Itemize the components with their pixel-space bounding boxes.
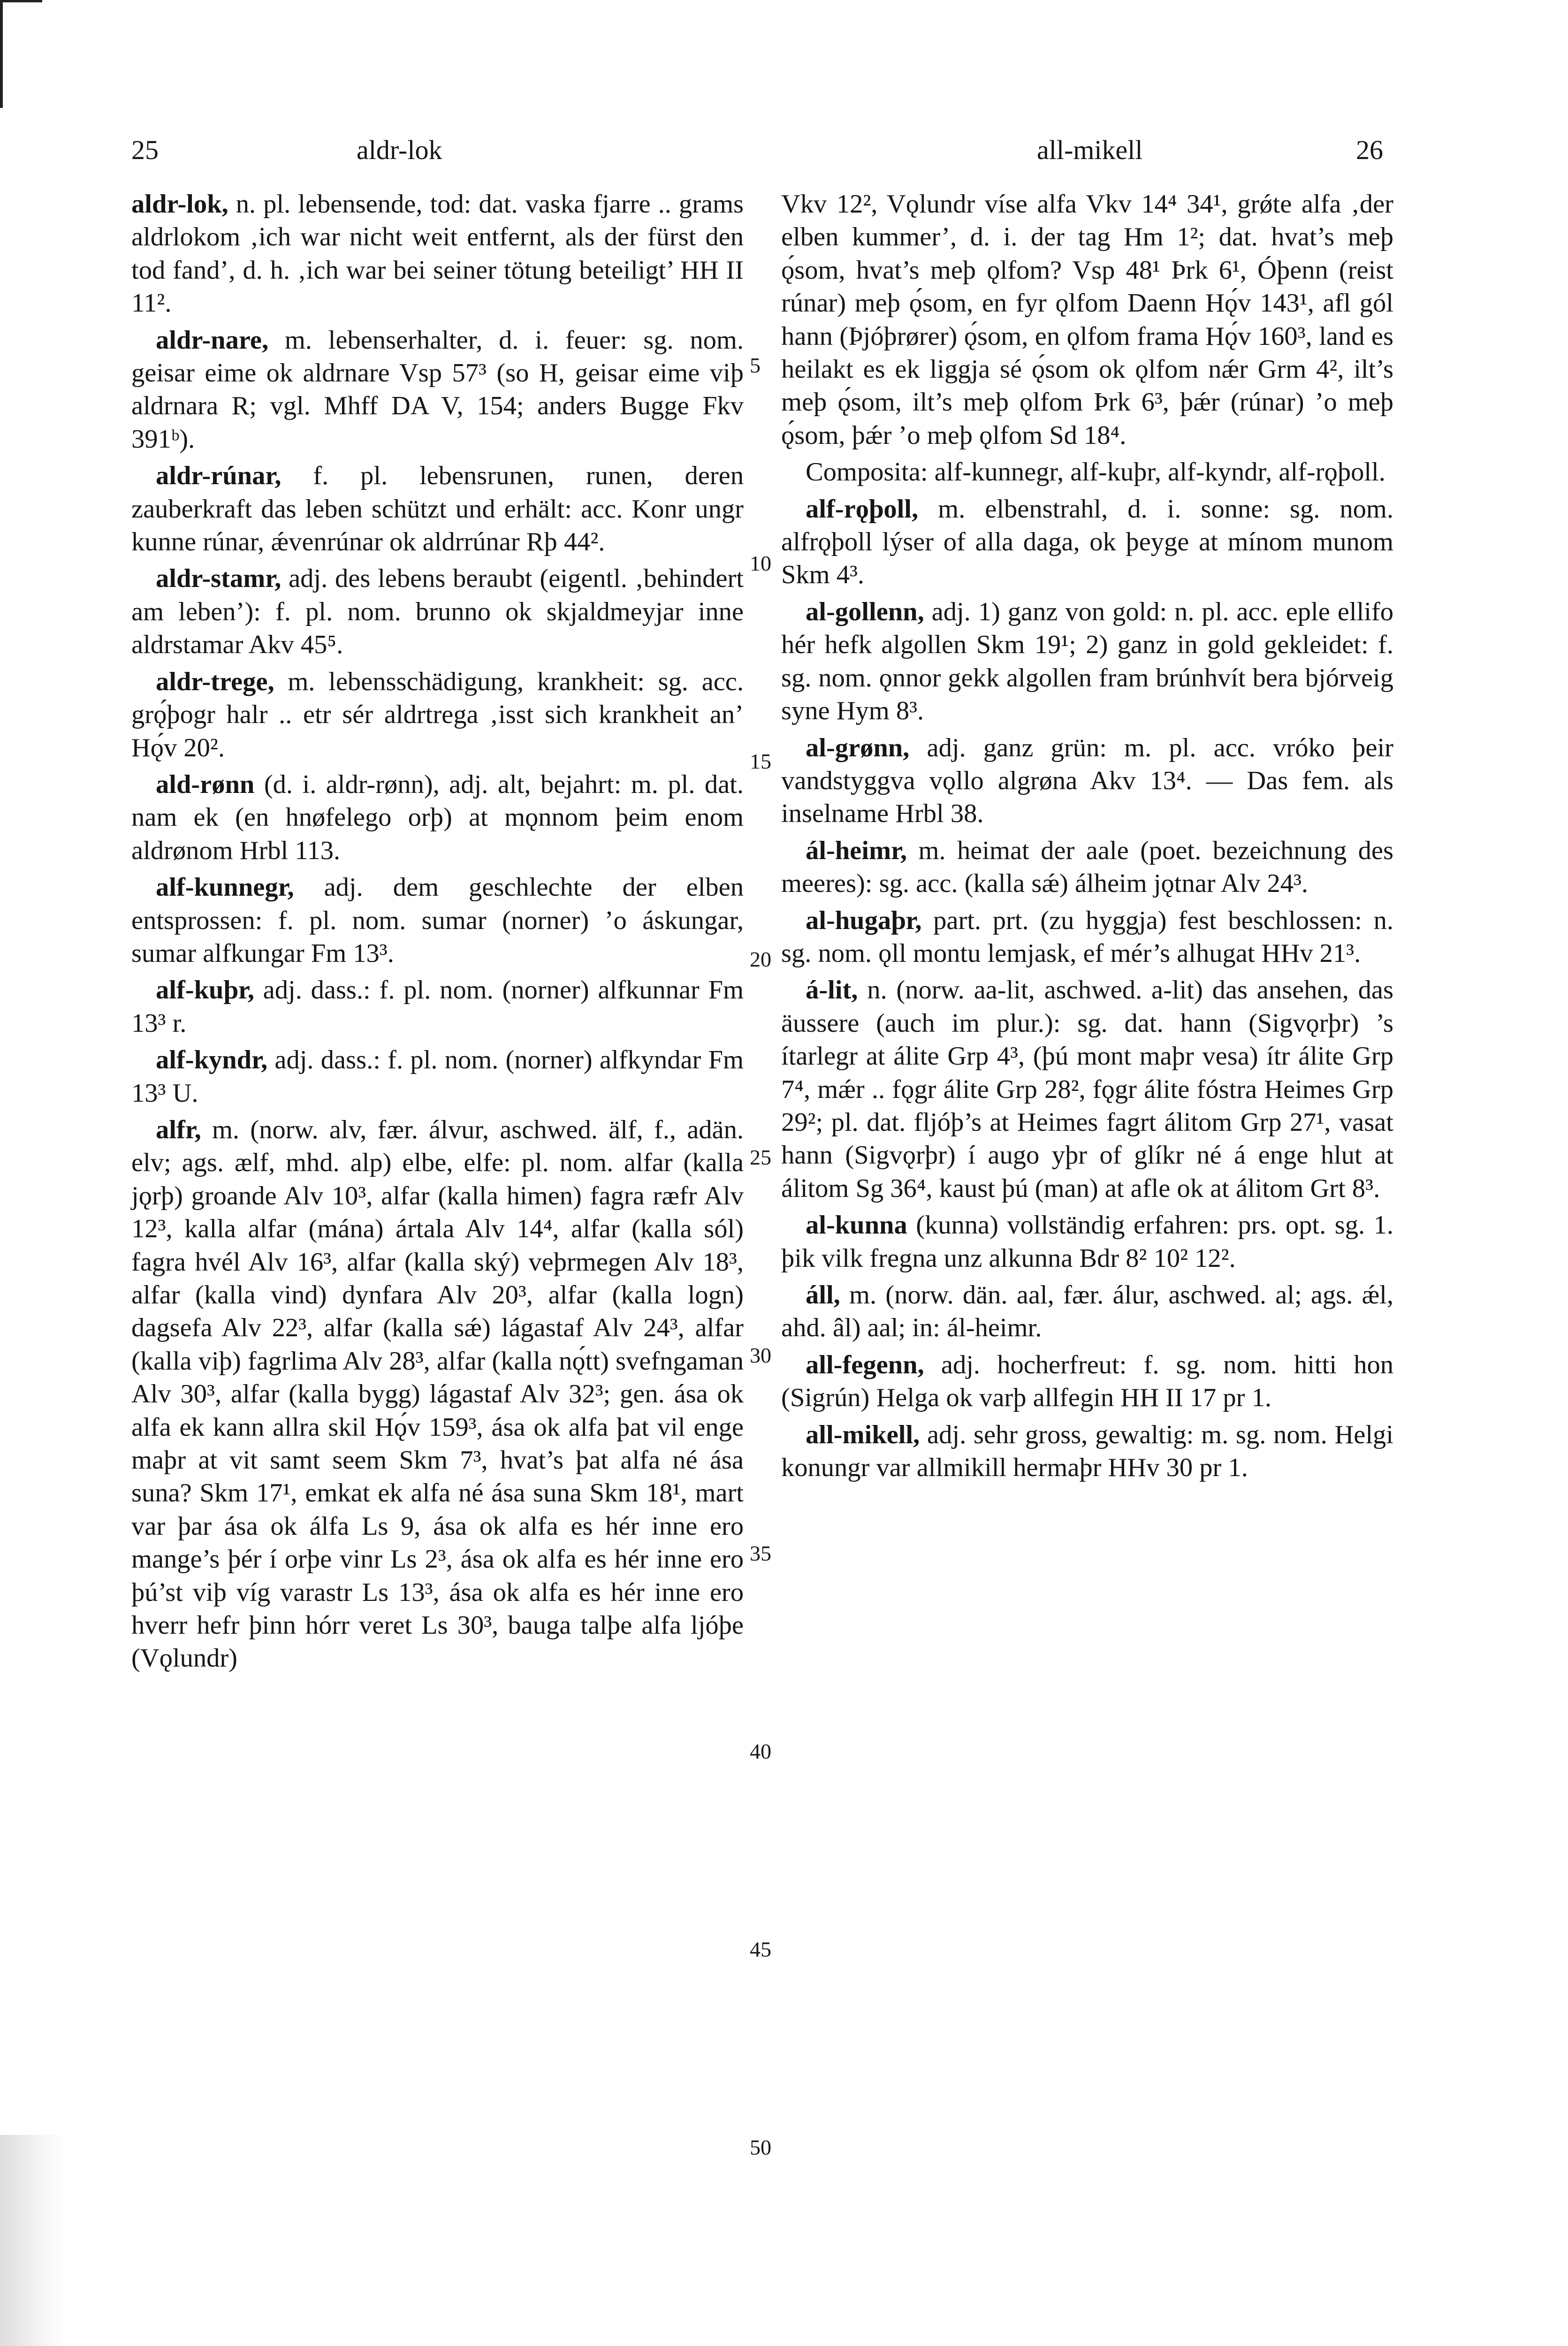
lemma: á-lit, <box>806 975 858 1005</box>
dictionary-entry <box>131 871 744 970</box>
entry-body: adj. sehr gross, gewaltig: m. sg. nom. Helgi konungr var allmikill hermaþr HHv 30 pr 1. <box>781 1420 1394 1483</box>
entry-body: (kunna) vollständig erfahren: prs. opt. sg. 1. þik vilk fregna unz alkunna Bdr 8² 10² 12². <box>781 1211 1393 1273</box>
entry-body: m. (norw. alv, fær. álvur, aschwed. älf, f., adän. elv; ags. ælf, mhd. alp) elbe, elfe: pl. nom. alfar (kalla jǫrþ) groande Alv 10³, alfar (kalla himen) fagra ræfr Alv 12³, kalla alfar (mána) ártala Alv 14⁴, alfar (kalla sól) fagra hvél Alv 16³, alfar (kalla ský) veþrmegen Alv 18³, alfar (kalla vind) dynfara Alv 20³, alfar (kalla logn) dagsefa Alv 22³, alfar (kalla sǽ) lágastaf Alv 24³, alfar (kalla viþ) fagrlima Alv 28³, alfar (kalla nǫ́tt) svefngaman Alv 30³, alfar (kalla bygg) lágastaf Alv 32³; gen. ása ok alfa ek kann allra skil Hǫ́v 159³, ása ok alfa þat vil enge maþr at vit samt seem Skm 7³, hvat’s þat alfa né ása suna? Skm 17¹, emkat ek alfa né ása suna Skm 18¹, mart var þar ása ok álfa Ls 9, ása ok alfa es hér inne ero mange’s þér í orþe vinr Ls 2³, ása ok alfa es hér inne ero þú’st viþ víg varastr Ls 13³, ása ok alfa es hér inne ero hverr hefr þinn hórr veret Ls 30³, bauga talþe alfa ljóþe (Vǫlundr) <box>131 1115 744 1673</box>
dictionary-entry <box>781 731 1393 830</box>
right-page-number: 26 <box>1356 135 1383 165</box>
right-running-head: all-mikell <box>1037 135 1143 165</box>
dictionary-entry <box>131 324 744 456</box>
lemma: al-kunna <box>806 1211 907 1240</box>
dictionary-entry <box>781 1279 1393 1345</box>
entry-body: adj. des lebens beraubt (eigentl. ‚behindert am leben’): f. pl. nom. brunno ok skjaldmeyjar inne aldrstamar Akv 45⁵. <box>131 564 744 660</box>
lemma: alfr, <box>156 1115 201 1144</box>
lemma: al-grønn, <box>806 733 910 762</box>
right-column <box>781 188 1393 1484</box>
line-number: 35 <box>750 1541 771 1565</box>
lemma: aldr-lok, <box>131 190 228 219</box>
entry-body: n. (norw. aa-lit, aschwed. a-lit) das ansehen, das äussere (auch im plur.): sg. dat. hann (Sigvǫrþr) ’s ítarlegr at álite Grp 4³, (þú mont maþr vesa) ítr álite Grp 7⁴, mǽr .. fǫgr álite Grp 28², fǫgr álite fóstra Heimes Grp 29²; pl. dat. fljóþ’s at Heimes fagrt álitom Grp 27¹, vasat hann (Sigvǫrþr) í augo yþr of glíkr né á enge hlut at álitom Sg 36⁴, kaust þú (man) at afle ok at álitom Grt 8³. <box>781 975 1394 1203</box>
entry-body: adj. dass.: f. pl. nom. (norner) alfkunnar Fm 13³ r. <box>131 975 744 1038</box>
dictionary-entry <box>131 974 744 1040</box>
entry-body: Vkv 12², Vǫlundr víse alfa Vkv 14⁴ 34¹, grǿte alfa ‚der elben kummer’, d. i. der tag Hm 1²; dat. hvat’s meþ ǫ́som, hvat’s meþ ǫlfom? Vsp 48¹ Þrk 6¹, Óþenn (reist rúnar) meþ ǫ́som, en fyr ǫlfom Daenn Hǫ́v 143¹, afl gól hann (Þjóþrører) ǫ́som, en ǫlfom frama Hǫ́v 160³, land es heilakt es ek liggja sé ǫ́som ok ǫlfom nǽr Grm 4², ilt’s meþ ǫ́som, ilt’s meþ ǫlfom Þrk 6³, þǽr (rúnar) ’o meþ ǫ́som, þǽr ’o meþ ǫlfom Sd 18⁴. <box>781 190 1393 450</box>
dictionary-entry <box>781 595 1393 728</box>
dictionary-entry <box>131 768 744 867</box>
entry-body: adj. 1) ganz von gold: n. pl. acc. eple ellifo hér hefk algollen Skm 19¹; 2) ganz in gold gekleidet: f. sg. nom. ǫnnor gekk algollen fram brúnhvít bera bjórveig syne Hym 8³. <box>781 597 1393 726</box>
entry-body: part. prt. (zu hyggja) fest beschlossen: n. sg. nom. ǫll montu lemjask, ef mér’s alhugat HHv 21³. <box>781 906 1393 968</box>
left-page-number: 25 <box>131 135 159 165</box>
dictionary-entry <box>781 974 1393 1205</box>
entry-body: (d. i. aldr-rønn), adj. alt, bejahrt: m. pl. dat. nam ek (en hnøfelego orþ) at mǫnnom þeim enom aldrønom Hrbl 113. <box>131 769 744 865</box>
dictionary-entry <box>131 1113 744 1675</box>
lemma: alf-kuþr, <box>156 975 254 1005</box>
entry-body: f. pl. lebensrunen, runen, deren zauberkraft das leben schützt und erhält: acc. Konr ungr kunne rúnar, ǽvenrúnar ok aldrrúnar Rþ 44². <box>131 461 744 557</box>
lemma: aldr-rúnar, <box>156 461 282 491</box>
dictionary-entry <box>781 1348 1393 1415</box>
left-column <box>131 188 744 1675</box>
entry-body: m. heimat der aale (poet. bezeichnung des meeres): sg. acc. (kalla sǽ) álheim jǫtnar Alv 24³. <box>781 836 1393 899</box>
entry-body: m. lebenserhalter, d. i. feuer: sg. nom. geisar eime ok aldrnare Vsp 57³ (so H, geisar eime viþ aldrnara R; vgl. Mhff DA V, 154; anders Bugge Fkv 391ᵇ). <box>131 325 744 454</box>
crop-mark <box>0 0 42 19</box>
dictionary-entry <box>131 562 744 661</box>
lemma: all-mikell, <box>806 1420 920 1449</box>
dictionary-entry <box>781 493 1393 592</box>
entry-body: adj. dass.: f. pl. nom. (norner) alfkyndar Fm 13³ U. <box>131 1045 744 1108</box>
entry-body: n. pl. lebensende, tod: dat. vaska fjarre .. grams aldrlokom ‚ich war nicht weit entfernt, als der fürst den tod fand’, d. h. ‚ich war bei seiner tötung beteiligt’ HH II 11². <box>131 190 744 318</box>
running-header <box>0 126 1568 177</box>
lemma: aldr-trege, <box>156 667 274 696</box>
dictionary-entry <box>131 188 744 320</box>
lemma: alf-kunnegr, <box>156 873 294 902</box>
line-number: 40 <box>750 1739 771 1763</box>
entry-body: m. lebensschädigung, krankheit: sg. acc. grǫ́þogr halr .. etr sér aldrtrega ‚isst sich krankheit an’ Hǫ́v 20². <box>131 667 744 762</box>
entry-body: adj. ganz grün: m. pl. acc. vróko þeir vandstyggva vǫllo algrøna Akv 13⁴. — Das fem. als inselname Hrbl 38. <box>781 733 1393 829</box>
page-edge-shadow <box>0 2135 66 2346</box>
line-number: 10 <box>750 551 771 575</box>
dictionary-entry-continued <box>781 188 1393 452</box>
lemma: ald-rønn <box>156 769 255 799</box>
left-running-head: aldr-lok <box>357 135 442 165</box>
crop-mark-vertical <box>0 0 3 108</box>
lemma: al-hugaþr, <box>806 906 922 935</box>
entry-body: adj. hocherfreut: f. sg. nom. hitti hon (Sigrún) Helga ok varþ allfegin HH II 17 pr 1. <box>781 1350 1394 1413</box>
entry-body: m. elbenstrahl, d. i. sonne: sg. nom. alfrǫþoll lýser of alla daga, ok þeyge at mínom munom Skm 4³. <box>781 494 1393 590</box>
composita-note <box>781 456 1393 488</box>
dictionary-entry <box>131 459 744 558</box>
entry-body: Composita: alf-kunnegr, alf-kuþr, alf-kyndr, alf-rǫþoll. <box>806 457 1385 487</box>
line-number: 15 <box>750 749 771 773</box>
dictionary-entry <box>781 1209 1393 1275</box>
dictionary-entry <box>781 904 1393 970</box>
line-number: 25 <box>750 1145 771 1169</box>
lemma: alf-rǫþoll, <box>806 494 919 524</box>
lemma: alf-kyndr, <box>156 1045 268 1075</box>
line-number: 5 <box>750 353 761 377</box>
dictionary-entry <box>781 1418 1393 1485</box>
lemma: all-fegenn, <box>806 1350 924 1379</box>
dictionary-entry <box>131 1044 744 1110</box>
line-number: 45 <box>750 1937 771 1961</box>
line-number: 30 <box>750 1343 771 1367</box>
entry-body: m. (norw. dän. aal, fær. álur, aschwed. al; ags. ǽl, ahd. âl) aal; in: ál-heimr. <box>781 1280 1394 1343</box>
lemma: aldr-stamr, <box>156 564 282 594</box>
lemma: áll, <box>806 1280 840 1310</box>
line-number: 20 <box>750 947 771 971</box>
dictionary-entry <box>781 834 1393 900</box>
lemma: aldr-nare, <box>156 325 269 355</box>
entry-body: adj. dem geschlechte der elben entsprossen: f. pl. nom. sumar (norner) ’o áskungar, sumar alfkungar Fm 13³. <box>131 873 744 968</box>
lemma: al-gollenn, <box>806 597 924 626</box>
lemma: ál-heimr, <box>806 836 907 865</box>
dictionary-entry <box>131 665 744 764</box>
line-number: 50 <box>750 2135 771 2159</box>
